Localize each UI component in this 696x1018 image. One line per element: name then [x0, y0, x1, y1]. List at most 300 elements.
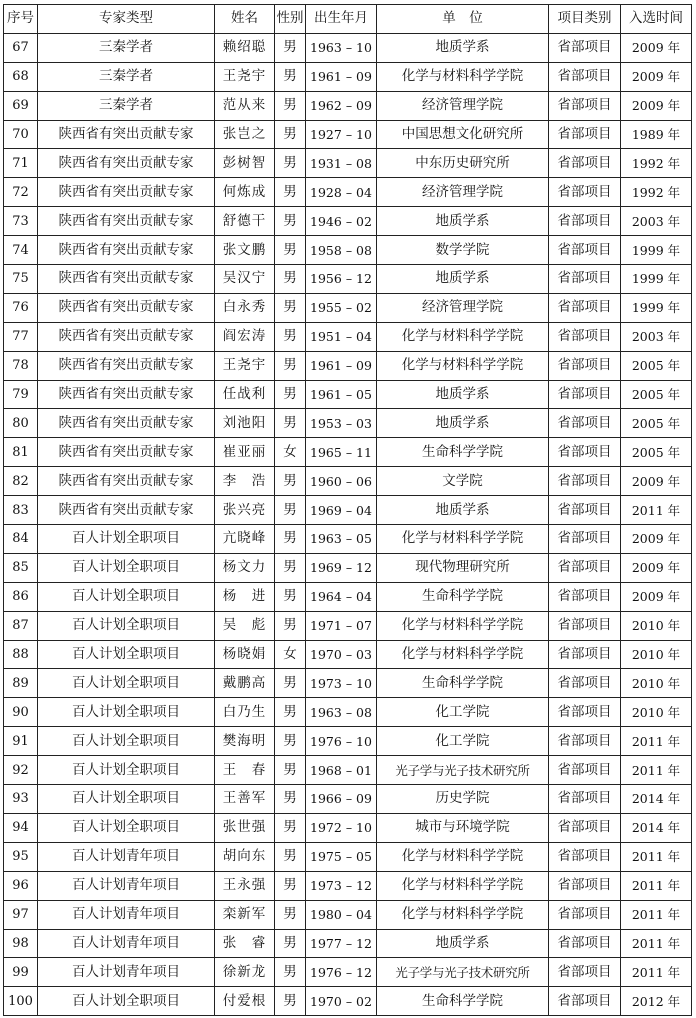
cell-project-category: 省部项目 [549, 178, 621, 207]
table-header [4, 5, 692, 34]
cell-expert-type: 百人计划全职项目 [38, 640, 215, 669]
cell-gender: 男 [275, 33, 306, 62]
cell-expert-type: 百人计划全职项目 [38, 525, 215, 554]
cell-project-category: 省部项目 [549, 900, 621, 929]
cell-birth: 1955 – 02 [306, 293, 377, 322]
header-seq: 序号 [4, 5, 38, 34]
cell-gender: 男 [275, 207, 306, 236]
cell-gender: 男 [275, 525, 306, 554]
cell-project-category: 省部项目 [549, 640, 621, 669]
cell-expert-type: 百人计划全职项目 [38, 582, 215, 611]
header-row [4, 5, 692, 34]
cell-seq: 76 [4, 293, 38, 322]
table-row [4, 582, 692, 611]
cell-selection-year: 2010 年 [621, 611, 692, 640]
cell-selection-year: 1999 年 [621, 265, 692, 294]
cell-unit: 化学与材料科学学院 [377, 640, 549, 669]
cell-selection-year: 2011 年 [621, 756, 692, 785]
cell-unit: 光子学与光子技术研究所 [377, 958, 549, 987]
cell-seq: 100 [4, 987, 38, 1016]
cell-selection-year: 2011 年 [621, 496, 692, 525]
cell-birth: 1953 – 03 [306, 409, 377, 438]
cell-unit: 经济管理学院 [377, 178, 549, 207]
cell-gender: 男 [275, 727, 306, 756]
cell-expert-type: 百人计划全职项目 [38, 611, 215, 640]
cell-project-category: 省部项目 [549, 438, 621, 467]
cell-unit: 历史学院 [377, 785, 549, 814]
cell-project-category: 省部项目 [549, 727, 621, 756]
cell-unit: 地质学系 [377, 409, 549, 438]
table-row [4, 958, 692, 987]
cell-project-category: 省部项目 [549, 958, 621, 987]
cell-expert-type: 百人计划青年项目 [38, 929, 215, 958]
cell-selection-year: 2011 年 [621, 958, 692, 987]
cell-unit: 地质学系 [377, 380, 549, 409]
cell-name: 吴 彪 [215, 611, 275, 640]
cell-seq: 81 [4, 438, 38, 467]
cell-birth: 1973 – 12 [306, 871, 377, 900]
cell-project-category: 省部项目 [549, 525, 621, 554]
cell-project-category: 省部项目 [549, 496, 621, 525]
table-row [4, 842, 692, 871]
cell-gender: 男 [275, 91, 306, 120]
cell-birth: 1966 – 09 [306, 785, 377, 814]
cell-name: 张世强 [215, 813, 275, 842]
cell-seq: 79 [4, 380, 38, 409]
cell-gender: 男 [275, 380, 306, 409]
cell-expert-type: 百人计划全职项目 [38, 553, 215, 582]
cell-project-category: 省部项目 [549, 120, 621, 149]
cell-selection-year: 2005 年 [621, 409, 692, 438]
cell-unit: 化学与材料科学学院 [377, 611, 549, 640]
cell-unit: 中国思想文化研究所 [377, 120, 549, 149]
cell-gender: 男 [275, 813, 306, 842]
cell-gender: 男 [275, 756, 306, 785]
cell-selection-year: 2009 年 [621, 62, 692, 91]
cell-project-category: 省部项目 [549, 785, 621, 814]
cell-name: 张文鹏 [215, 236, 275, 265]
cell-seq: 75 [4, 265, 38, 294]
cell-unit: 化学与材料科学学院 [377, 900, 549, 929]
cell-gender: 男 [275, 496, 306, 525]
cell-gender: 男 [275, 322, 306, 351]
table-row [4, 900, 692, 929]
cell-name: 王 春 [215, 756, 275, 785]
cell-birth: 1963 – 10 [306, 33, 377, 62]
cell-unit: 中东历史研究所 [377, 149, 549, 178]
cell-expert-type: 三秦学者 [38, 33, 215, 62]
table-row [4, 467, 692, 496]
cell-name: 张 睿 [215, 929, 275, 958]
cell-birth: 1970 – 02 [306, 987, 377, 1016]
cell-project-category: 省部项目 [549, 149, 621, 178]
cell-seq: 82 [4, 467, 38, 496]
cell-unit: 地质学系 [377, 265, 549, 294]
cell-selection-year: 2009 年 [621, 91, 692, 120]
table-row [4, 293, 692, 322]
cell-project-category: 省部项目 [549, 351, 621, 380]
cell-selection-year: 2012 年 [621, 987, 692, 1016]
cell-selection-year: 1999 年 [621, 236, 692, 265]
cell-birth: 1931 – 08 [306, 149, 377, 178]
cell-gender: 男 [275, 351, 306, 380]
cell-project-category: 省部项目 [549, 553, 621, 582]
cell-expert-type: 陕西省有突出贡献专家 [38, 207, 215, 236]
cell-name: 杨文力 [215, 553, 275, 582]
cell-project-category: 省部项目 [549, 91, 621, 120]
cell-seq: 68 [4, 62, 38, 91]
cell-birth: 1969 – 12 [306, 553, 377, 582]
cell-project-category: 省部项目 [549, 293, 621, 322]
cell-expert-type: 三秦学者 [38, 91, 215, 120]
table-row [4, 813, 692, 842]
cell-name: 付爱根 [215, 987, 275, 1016]
cell-unit: 化学与材料科学学院 [377, 842, 549, 871]
cell-expert-type: 百人计划全职项目 [38, 727, 215, 756]
cell-selection-year: 2009 年 [621, 582, 692, 611]
cell-name: 舒德干 [215, 207, 275, 236]
cell-unit: 生命科学学院 [377, 582, 549, 611]
cell-expert-type: 陕西省有突出贡献专家 [38, 409, 215, 438]
cell-project-category: 省部项目 [549, 669, 621, 698]
cell-selection-year: 2010 年 [621, 698, 692, 727]
cell-seq: 84 [4, 525, 38, 554]
cell-unit: 城市与环境学院 [377, 813, 549, 842]
cell-project-category: 省部项目 [549, 265, 621, 294]
cell-seq: 74 [4, 236, 38, 265]
cell-birth: 1973 – 10 [306, 669, 377, 698]
cell-selection-year: 2009 年 [621, 33, 692, 62]
cell-name: 亢晓峰 [215, 525, 275, 554]
cell-unit: 经济管理学院 [377, 293, 549, 322]
cell-name: 白永秀 [215, 293, 275, 322]
cell-expert-type: 百人计划全职项目 [38, 756, 215, 785]
cell-name: 吴汉宁 [215, 265, 275, 294]
cell-seq: 96 [4, 871, 38, 900]
cell-name: 王善军 [215, 785, 275, 814]
cell-name: 王永强 [215, 871, 275, 900]
cell-expert-type: 百人计划全职项目 [38, 698, 215, 727]
cell-birth: 1927 – 10 [306, 120, 377, 149]
table-row [4, 120, 692, 149]
cell-name: 王尧宇 [215, 351, 275, 380]
cell-expert-type: 百人计划全职项目 [38, 785, 215, 814]
cell-project-category: 省部项目 [549, 813, 621, 842]
cell-project-category: 省部项目 [549, 207, 621, 236]
cell-gender: 男 [275, 929, 306, 958]
table-row [4, 756, 692, 785]
cell-expert-type: 陕西省有突出贡献专家 [38, 149, 215, 178]
cell-seq: 78 [4, 351, 38, 380]
cell-name: 王尧宇 [215, 62, 275, 91]
cell-unit: 经济管理学院 [377, 91, 549, 120]
cell-selection-year: 2009 年 [621, 525, 692, 554]
cell-expert-type: 百人计划全职项目 [38, 669, 215, 698]
cell-seq: 80 [4, 409, 38, 438]
cell-birth: 1965 – 11 [306, 438, 377, 467]
cell-name: 阎宏涛 [215, 322, 275, 351]
cell-selection-year: 2010 年 [621, 640, 692, 669]
cell-birth: 1928 – 04 [306, 178, 377, 207]
cell-project-category: 省部项目 [549, 698, 621, 727]
cell-seq: 67 [4, 33, 38, 62]
cell-unit: 数学学院 [377, 236, 549, 265]
cell-birth: 1962 – 09 [306, 91, 377, 120]
cell-expert-type: 百人计划青年项目 [38, 958, 215, 987]
cell-gender: 男 [275, 611, 306, 640]
cell-expert-type: 百人计划青年项目 [38, 842, 215, 871]
cell-seq: 95 [4, 842, 38, 871]
table-row [4, 265, 692, 294]
cell-birth: 1963 – 08 [306, 698, 377, 727]
cell-gender: 男 [275, 900, 306, 929]
cell-name: 崔亚丽 [215, 438, 275, 467]
expert-table [3, 4, 692, 1016]
cell-selection-year: 2003 年 [621, 322, 692, 351]
cell-gender: 男 [275, 582, 306, 611]
table-row [4, 496, 692, 525]
cell-seq: 91 [4, 727, 38, 756]
table-row [4, 178, 692, 207]
cell-seq: 88 [4, 640, 38, 669]
cell-selection-year: 2009 年 [621, 553, 692, 582]
cell-selection-year: 2005 年 [621, 380, 692, 409]
table-row [4, 33, 692, 62]
cell-project-category: 省部项目 [549, 987, 621, 1016]
cell-gender: 男 [275, 178, 306, 207]
cell-name: 杨 进 [215, 582, 275, 611]
table-row [4, 785, 692, 814]
cell-birth: 1961 – 05 [306, 380, 377, 409]
cell-name: 何炼成 [215, 178, 275, 207]
header-expert-type: 专家类型 [38, 5, 215, 34]
cell-project-category: 省部项目 [549, 611, 621, 640]
cell-name: 胡向东 [215, 842, 275, 871]
cell-unit: 化学与材料科学学院 [377, 871, 549, 900]
cell-unit: 化学与材料科学学院 [377, 322, 549, 351]
cell-seq: 90 [4, 698, 38, 727]
cell-selection-year: 2011 年 [621, 929, 692, 958]
cell-seq: 70 [4, 120, 38, 149]
cell-name: 杨晓娟 [215, 640, 275, 669]
header-name: 姓名 [215, 5, 275, 34]
cell-gender: 男 [275, 265, 306, 294]
header-project-category: 项目类别 [549, 5, 621, 34]
cell-gender: 男 [275, 958, 306, 987]
cell-gender: 男 [275, 293, 306, 322]
cell-birth: 1951 – 04 [306, 322, 377, 351]
cell-selection-year: 2011 年 [621, 900, 692, 929]
cell-unit: 化学与材料科学学院 [377, 62, 549, 91]
cell-name: 樊海明 [215, 727, 275, 756]
cell-project-category: 省部项目 [549, 380, 621, 409]
cell-selection-year: 1992 年 [621, 149, 692, 178]
cell-birth: 1961 – 09 [306, 62, 377, 91]
table-row [4, 409, 692, 438]
cell-expert-type: 陕西省有突出贡献专家 [38, 120, 215, 149]
cell-selection-year: 1989 年 [621, 120, 692, 149]
cell-unit: 地质学系 [377, 496, 549, 525]
cell-birth: 1968 – 01 [306, 756, 377, 785]
cell-expert-type: 百人计划青年项目 [38, 900, 215, 929]
cell-expert-type: 百人计划全职项目 [38, 987, 215, 1016]
table-row [4, 91, 692, 120]
cell-selection-year: 2010 年 [621, 669, 692, 698]
cell-name: 栾新军 [215, 900, 275, 929]
table-row [4, 322, 692, 351]
cell-unit: 地质学系 [377, 929, 549, 958]
cell-expert-type: 陕西省有突出贡献专家 [38, 178, 215, 207]
cell-seq: 94 [4, 813, 38, 842]
cell-seq: 71 [4, 149, 38, 178]
table-row [4, 929, 692, 958]
cell-unit: 文学院 [377, 467, 549, 496]
table-row [4, 611, 692, 640]
cell-birth: 1972 – 10 [306, 813, 377, 842]
cell-birth: 1958 – 08 [306, 236, 377, 265]
header-birth: 出生年月 [306, 5, 377, 34]
table-row [4, 987, 692, 1016]
cell-gender: 男 [275, 698, 306, 727]
cell-selection-year: 2014 年 [621, 813, 692, 842]
cell-project-category: 省部项目 [549, 756, 621, 785]
table-row [4, 351, 692, 380]
cell-name: 白乃生 [215, 698, 275, 727]
cell-birth: 1969 – 04 [306, 496, 377, 525]
cell-unit: 化工学院 [377, 727, 549, 756]
cell-selection-year: 2005 年 [621, 351, 692, 380]
cell-expert-type: 陕西省有突出贡献专家 [38, 236, 215, 265]
cell-birth: 1977 – 12 [306, 929, 377, 958]
cell-name: 戴鹏高 [215, 669, 275, 698]
cell-seq: 98 [4, 929, 38, 958]
cell-expert-type: 陕西省有突出贡献专家 [38, 351, 215, 380]
cell-unit: 光子学与光子技术研究所 [377, 756, 549, 785]
table-row [4, 525, 692, 554]
table-row [4, 438, 692, 467]
cell-project-category: 省部项目 [549, 236, 621, 265]
table-row [4, 640, 692, 669]
cell-project-category: 省部项目 [549, 467, 621, 496]
cell-unit: 生命科学学院 [377, 987, 549, 1016]
cell-gender: 男 [275, 409, 306, 438]
cell-seq: 83 [4, 496, 38, 525]
cell-birth: 1964 – 04 [306, 582, 377, 611]
table-row [4, 553, 692, 582]
cell-seq: 99 [4, 958, 38, 987]
cell-name: 张兴亮 [215, 496, 275, 525]
cell-expert-type: 陕西省有突出贡献专家 [38, 438, 215, 467]
cell-gender: 男 [275, 871, 306, 900]
cell-selection-year: 2011 年 [621, 871, 692, 900]
cell-seq: 72 [4, 178, 38, 207]
cell-selection-year: 2003 年 [621, 207, 692, 236]
cell-birth: 1960 – 06 [306, 467, 377, 496]
cell-gender: 女 [275, 640, 306, 669]
cell-selection-year: 2011 年 [621, 842, 692, 871]
table-body [4, 33, 692, 1015]
cell-birth: 1980 – 04 [306, 900, 377, 929]
cell-seq: 69 [4, 91, 38, 120]
table-row [4, 380, 692, 409]
cell-birth: 1971 – 07 [306, 611, 377, 640]
table-row [4, 149, 692, 178]
cell-birth: 1961 – 09 [306, 351, 377, 380]
cell-unit: 化工学院 [377, 698, 549, 727]
cell-name: 赖绍聪 [215, 33, 275, 62]
cell-gender: 女 [275, 438, 306, 467]
cell-seq: 86 [4, 582, 38, 611]
cell-birth: 1956 – 12 [306, 265, 377, 294]
header-unit: 单 位 [377, 5, 549, 34]
cell-seq: 92 [4, 756, 38, 785]
cell-seq: 85 [4, 553, 38, 582]
cell-expert-type: 陕西省有突出贡献专家 [38, 380, 215, 409]
cell-selection-year: 1999 年 [621, 293, 692, 322]
cell-birth: 1963 – 05 [306, 525, 377, 554]
cell-gender: 男 [275, 62, 306, 91]
cell-name: 任战利 [215, 380, 275, 409]
cell-gender: 男 [275, 236, 306, 265]
cell-project-category: 省部项目 [549, 409, 621, 438]
cell-birth: 1975 – 05 [306, 842, 377, 871]
cell-project-category: 省部项目 [549, 62, 621, 91]
cell-gender: 男 [275, 785, 306, 814]
cell-gender: 男 [275, 553, 306, 582]
cell-name: 李 浩 [215, 467, 275, 496]
cell-selection-year: 2009 年 [621, 467, 692, 496]
cell-birth: 1946 – 02 [306, 207, 377, 236]
header-gender: 性别 [275, 5, 306, 34]
cell-gender: 男 [275, 842, 306, 871]
header-selection-year: 入选时间 [621, 5, 692, 34]
table-row [4, 207, 692, 236]
cell-selection-year: 2011 年 [621, 727, 692, 756]
cell-expert-type: 陕西省有突出贡献专家 [38, 293, 215, 322]
cell-unit: 化学与材料科学学院 [377, 525, 549, 554]
table-row [4, 727, 692, 756]
cell-project-category: 省部项目 [549, 33, 621, 62]
cell-expert-type: 陕西省有突出贡献专家 [38, 322, 215, 351]
table-row [4, 62, 692, 91]
cell-seq: 73 [4, 207, 38, 236]
cell-gender: 男 [275, 149, 306, 178]
cell-expert-type: 陕西省有突出贡献专家 [38, 265, 215, 294]
cell-birth: 1970 – 03 [306, 640, 377, 669]
cell-expert-type: 百人计划青年项目 [38, 871, 215, 900]
cell-selection-year: 2014 年 [621, 785, 692, 814]
table-row [4, 669, 692, 698]
cell-selection-year: 2005 年 [621, 438, 692, 467]
cell-birth: 1976 – 12 [306, 958, 377, 987]
cell-unit: 生命科学学院 [377, 669, 549, 698]
cell-name: 张岂之 [215, 120, 275, 149]
cell-unit: 地质学系 [377, 33, 549, 62]
cell-expert-type: 三秦学者 [38, 62, 215, 91]
cell-seq: 93 [4, 785, 38, 814]
cell-unit: 化学与材料科学学院 [377, 351, 549, 380]
cell-birth: 1976 – 10 [306, 727, 377, 756]
cell-seq: 87 [4, 611, 38, 640]
cell-project-category: 省部项目 [549, 929, 621, 958]
cell-project-category: 省部项目 [549, 842, 621, 871]
table-row [4, 236, 692, 265]
cell-expert-type: 陕西省有突出贡献专家 [38, 467, 215, 496]
cell-seq: 97 [4, 900, 38, 929]
cell-project-category: 省部项目 [549, 871, 621, 900]
cell-name: 刘池阳 [215, 409, 275, 438]
cell-gender: 男 [275, 669, 306, 698]
